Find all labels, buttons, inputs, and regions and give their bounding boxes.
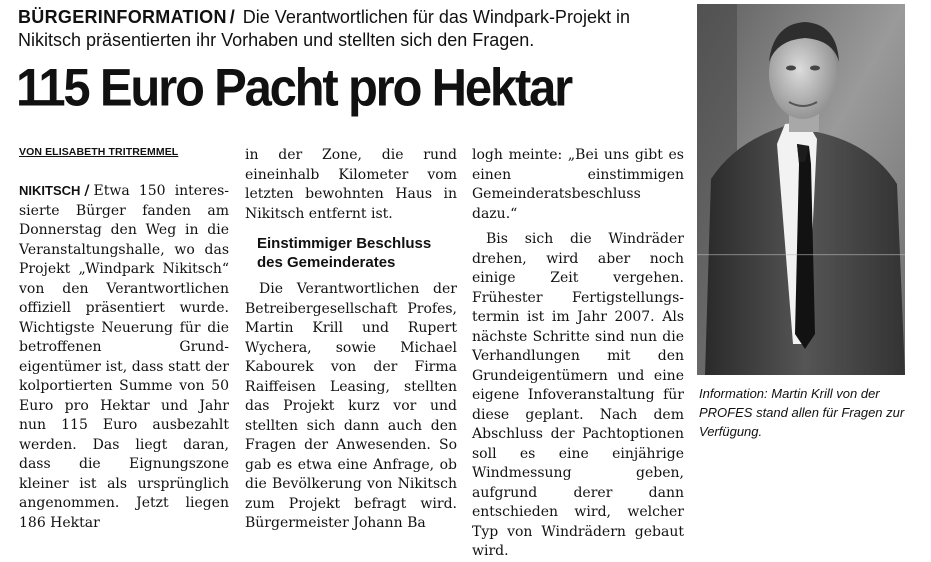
article-column-2 (245, 146, 457, 534)
article-column-3 (472, 146, 684, 562)
kicker-separator: / (229, 7, 235, 27)
subheading: Einstimmiger Beschluss des Gemeinderates (257, 235, 432, 271)
portrait-illustration (697, 4, 905, 375)
photo-caption: Information: Martin Krill von der PROFES stand allen für Fragen zur Verfügung. (699, 386, 905, 439)
article-column-1 (19, 181, 229, 533)
column-1-text: Etwa 150 interessierte Bürger fanden am Donnerstag den Weg in die Veranstaltungshalle, wo das Projekt „Windpark Nikitsch“ von den Verantwortlichen offiziell präsentiert wurde. Wichtigste Neuerung für die betroffenen Grundeigentümer ist, dass statt der kolportierten Summe von 50 Euro pro Hektar und Jahr nun 115 Euro ausbezahlt werden. Das liegt daran, dass die Eignungszone kleiner ist als ursprünglich angenommen. Jetzt liegen 186 Hektar (19, 183, 229, 531)
kicker-text: Die Verantwortlichen für das Windpark-Projekt in Nikitsch präsentierten ihr Vorhaben und stellten sich den Fragen. (18, 7, 630, 50)
column-3-paragraph-2: Bis sich die Windräder drehen, wird aber noch einige Zeit vergehen. Frühester Fertigstellungstermin ist im Jahr 2007. Als nächste Schritte sind nun die Verhandlungen mit den Grundeigentümern und eine eigene Infoveranstaltung für diese geplant. Nach dem Abschluss der Pachtoptionen soll es eine einjährige Windmessung geben, aufgrund derer dann entschieden wird, welcher Typ von Windrädern gebaut wird. (472, 231, 684, 559)
headline: 115 Euro Pacht pro Hektar (16, 59, 572, 118)
column-1-paragraph (19, 181, 229, 533)
dateline: NIKITSCH (19, 183, 81, 198)
column-2-paragraph-2: Die Verantwortlichen der Betreibergesellschaft Profes, Martin Krill und Rupert Wychera, sowie Michael Kabourek von der Firma Raiffeisen Leasing, stellten das Projekt kurz vor und stellten sich dann auch den Fragen der Anwesenden. So gab es etwa eine Anfrage, ob die Bevölkerung von Nikitsch zum Projekt befragt wird. Bürgermeister Johann Ba (245, 281, 457, 531)
column-2-paragraph-1: in der Zone, die rund eineinhalb Kilometer vom letzten bewohnten Haus in Nikitsch entfernt ist. (245, 147, 457, 222)
column-3-paragraph-1: logh meinte: „Bei uns gibt es einen einstimmigen Gemeinderatsbeschluss dazu.“ (472, 147, 684, 222)
kicker-label: BÜRGERINFORMATION (18, 7, 227, 27)
byline: VON ELISABETH TRITREMMEL (19, 146, 179, 158)
dateline-separator: / (84, 183, 90, 199)
kicker (18, 6, 682, 52)
portrait-photo (697, 4, 905, 375)
